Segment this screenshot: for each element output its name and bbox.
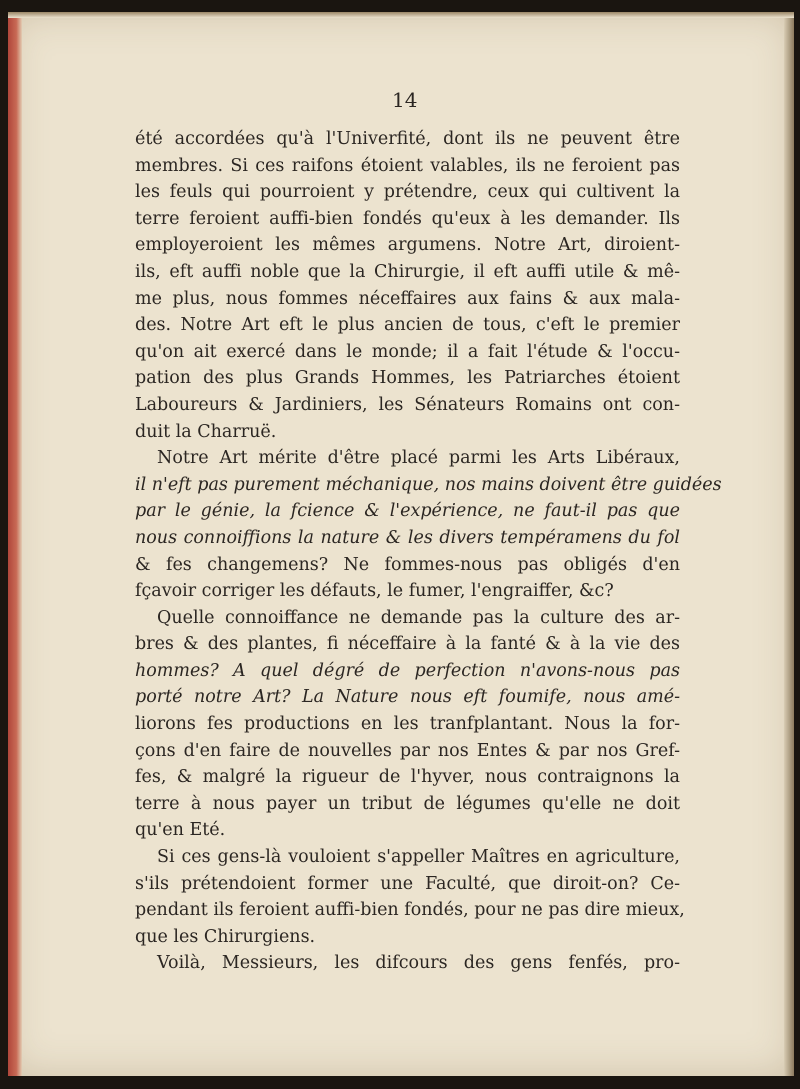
text-line: s'ils prétendoient former une Faculté, que diroit-on? Ce- — [135, 873, 680, 894]
text-line: pendant ils feroient auffi-bien fondés, pour ne pas dire mieux, — [135, 900, 685, 921]
text-line: Notre Art mérite d'être placé parmi les Arts Libéraux, — [157, 448, 680, 469]
text-line: qu'en Eté. — [135, 820, 226, 841]
text-line: ils, eft auffi noble que la Chirurgie, il eft auffi utile & mê- — [135, 261, 680, 282]
text-line: membres. Si ces raifons étoient valables, ils ne feroient pas — [135, 155, 680, 176]
text-line: Quelle connoiffance ne demande pas la culture des ar- — [157, 607, 680, 628]
text-line: des. Notre Art eft le plus ancien de tous, c'eft le premier — [135, 315, 680, 336]
text-line: Si ces gens-là vouloient s'appeller Maîtres en agriculture, — [157, 847, 680, 868]
page-edge-left — [8, 12, 22, 1076]
text-line: bres & des plantes, fi néceffaire à la fanté & à la vie des — [135, 634, 680, 655]
text-line: les feuls qui pourroient y prétendre, ceux qui cultivent la — [135, 182, 680, 203]
text-line: pation des plus Grands Hommes, les Patriarches étoient — [135, 368, 680, 389]
text-line: duit la Charruë. — [135, 421, 277, 442]
text-line: hommes? A quel dégré de perfection n'avons-nous pas — [135, 660, 680, 681]
body-text — [135, 126, 722, 977]
text-line: me plus, nous fommes néceffaires aux fains & aux mala- — [135, 288, 680, 309]
text-line: porté notre Art? La Nature nous eft foumife, nous amé- — [135, 687, 680, 708]
text-line: il n'eft pas purement méchanique, nos mains doivent être guidées — [135, 474, 722, 495]
text-line: Voilà, Messieurs, les difcours des gens fenfés, pro- — [157, 953, 680, 974]
page-edge-top — [8, 12, 794, 18]
text-line: fes, & malgré la rigueur de l'hyver, nous contraignons la — [135, 767, 680, 788]
text-line: çons d'en faire de nouvelles par nos Entes & par nos Gref- — [135, 740, 680, 761]
text-line: & fes changemens? Ne fommes-nous pas obligés d'en — [135, 554, 680, 575]
text-line: que les Chirurgiens. — [135, 926, 316, 947]
text-line: été accordées qu'à l'Univerfité, dont ils ne peuvent être — [135, 129, 680, 149]
page-number: 14 — [392, 88, 418, 112]
page-edge-right — [784, 12, 794, 1076]
text-line: terre feroient auffi-bien fondés qu'eux à les demander. Ils — [135, 208, 680, 229]
text-line: liorons fes productions en les tranfplantant. Nous la for- — [135, 714, 680, 735]
text-line: nous connoiffions la nature & les divers tempéramens du fol — [135, 527, 680, 548]
text-line: terre à nous payer un tribut de légumes qu'elle ne doit — [135, 793, 680, 814]
text-line: employeroient les mêmes argumens. Notre Art, diroient- — [135, 235, 680, 256]
text-line: par le génie, la fcience & l'expérience, ne faut-il pas que — [135, 501, 680, 522]
text-line: fçavoir corriger les défauts, le fumer, l'engraiffer, &c? — [135, 581, 614, 602]
text-line: Laboureurs & Jardiniers, les Sénateurs Romains ont con- — [135, 394, 680, 415]
text-line: qu'on ait exercé dans le monde; il a fait l'étude & l'occu- — [135, 341, 680, 362]
